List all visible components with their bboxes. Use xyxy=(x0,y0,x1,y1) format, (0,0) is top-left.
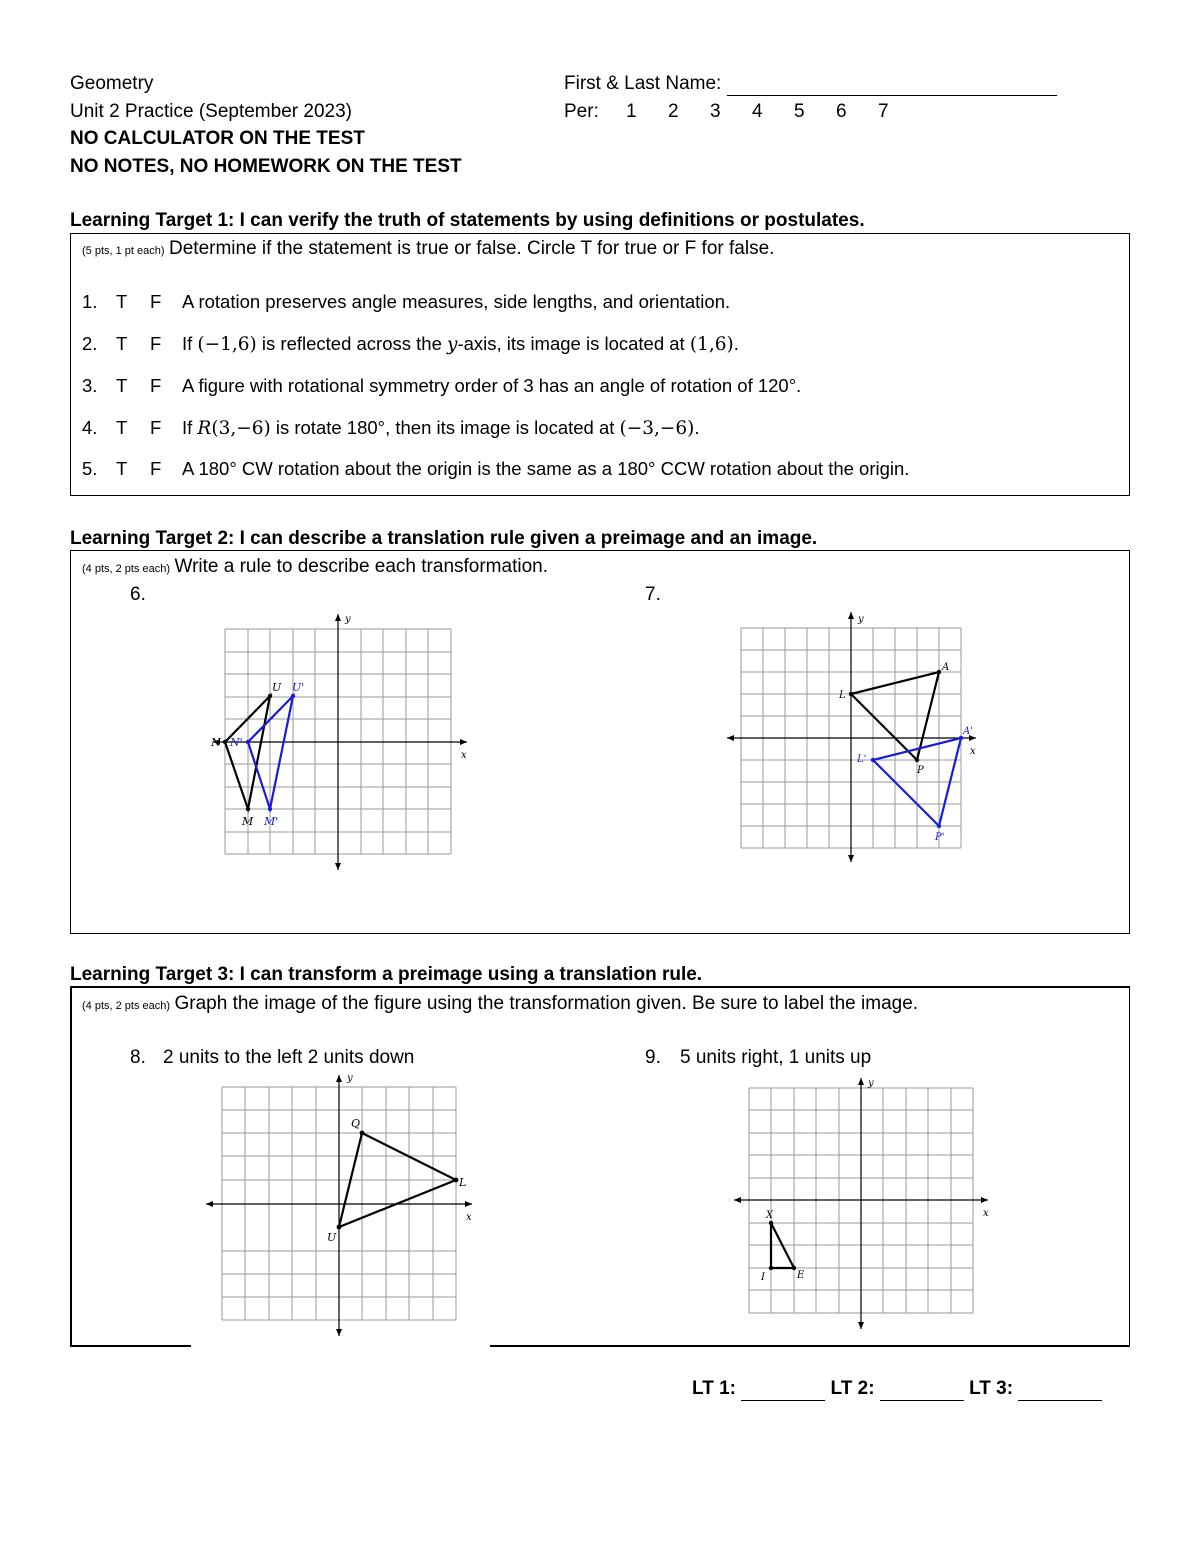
graph-6-y-label: y xyxy=(345,614,351,625)
period-option-2[interactable]: 2 xyxy=(668,101,679,122)
q1-true-option[interactable]: T xyxy=(116,291,128,312)
graph-7-x-label: x xyxy=(970,746,976,757)
period-option-5[interactable]: 5 xyxy=(794,101,805,122)
question-1: 1. T F A rotation preserves angle measures, side lengths, and orientation. xyxy=(82,291,731,312)
graph-7-label-A-prime: A' xyxy=(963,726,973,737)
question-7-number: 7. xyxy=(645,584,661,605)
lt1-score-label: LT 1: xyxy=(692,1378,736,1399)
lt1-box xyxy=(70,233,1130,496)
graph-9-label-E: E xyxy=(797,1270,805,1281)
graph-6-x-label: x xyxy=(461,750,467,761)
graph-6-label-M-prime: M' xyxy=(264,815,279,828)
lt1-instructions: (5 pts, 1 pt each) Determine if the statement is true or false. Circle T for true or F for false. xyxy=(82,238,775,259)
graph-9[interactable] xyxy=(730,1075,995,1335)
graph-8[interactable] xyxy=(200,1070,480,1340)
question-5: 5. T F A 180° CW rotation about the origin is the same as a 180° CCW rotation about the origin. xyxy=(82,458,910,479)
rule-no-notes: NO NOTES, NO HOMEWORK ON THE TEST xyxy=(70,156,462,177)
period-option-4[interactable]: 4 xyxy=(752,101,763,122)
period-option-7[interactable]: 7 xyxy=(878,101,889,122)
name-label: First & Last Name: xyxy=(564,73,722,94)
graph-9-label-X: X xyxy=(766,1210,774,1221)
lt3-box-right xyxy=(1129,986,1131,1346)
graph-9-x-label: x xyxy=(983,1208,989,1219)
score-summary xyxy=(692,1378,1102,1401)
lt1-points: (5 pts, 1 pt each) xyxy=(82,245,165,257)
q4-false-option[interactable]: F xyxy=(150,417,162,438)
graph-6-label-N: N xyxy=(211,736,221,749)
graph-7-y-label: y xyxy=(858,614,864,625)
q5-false-option[interactable]: F xyxy=(150,458,162,479)
graph-7-label-P-prime: P' xyxy=(935,832,945,843)
lt3-box-bottom-right xyxy=(490,1345,1130,1347)
name-field[interactable] xyxy=(564,73,1057,96)
graph-6-label-U-prime: U' xyxy=(292,681,305,694)
graph-9-y-label: y xyxy=(868,1078,874,1089)
graph-7-label-P: P xyxy=(917,765,924,776)
graph-8-label-U: U xyxy=(327,1231,337,1244)
graph-8-label-Q: Q xyxy=(351,1117,361,1130)
q3-false-option[interactable]: F xyxy=(150,375,162,396)
question-4: 4. T F If R(3,−6) is rotate 180°, then its image is located at (−3,−6). xyxy=(82,417,700,439)
lt3-box-bottom-left xyxy=(70,1345,191,1347)
unit-title: Unit 2 Practice (September 2023) xyxy=(70,101,352,122)
q4-true-option[interactable]: T xyxy=(116,417,128,438)
graph-7 xyxy=(720,608,990,868)
question-6-number: 6. xyxy=(130,584,146,605)
lt3-score-label: LT 3: xyxy=(969,1378,1014,1399)
graph-6-label-U: U xyxy=(272,681,282,694)
period-option-3[interactable]: 3 xyxy=(710,101,721,122)
lt1-title: Learning Target 1: I can verify the truth of statements by using definitions or postulates. xyxy=(70,210,865,231)
lt3-box-top xyxy=(70,986,1130,988)
name-blank[interactable] xyxy=(727,73,1057,96)
graph-7-label-A: A xyxy=(942,662,950,673)
lt3-title: Learning Target 3: I can transform a preimage using a translation rule. xyxy=(70,964,703,985)
period-option-6[interactable]: 6 xyxy=(836,101,847,122)
lt2-instructions: (4 pts, 2 pts each) Write a rule to describe each transformation. xyxy=(82,556,548,577)
question-9: 9. 5 units right, 1 units up xyxy=(645,1047,872,1068)
question-8: 8. 2 units to the left 2 units down xyxy=(130,1047,415,1068)
graph-7-label-L-prime: L' xyxy=(857,754,867,765)
graph-8-label-L: L xyxy=(459,1176,467,1189)
rule-no-calculator: NO CALCULATOR ON THE TEST xyxy=(70,128,365,149)
question-3: 3. T F A figure with rotational symmetry order of 3 has an angle of rotation of 120°. xyxy=(82,375,802,396)
graph-7-label-L: L xyxy=(839,690,846,701)
lt2-points: (4 pts, 2 pts each) xyxy=(82,563,171,575)
period-selector xyxy=(564,101,920,123)
course-name: Geometry xyxy=(70,73,154,94)
graph-8-y-label: y xyxy=(347,1073,353,1084)
graph-9-label-I: I xyxy=(761,1272,765,1283)
q2-false-option[interactable]: F xyxy=(150,333,162,354)
q1-false-option[interactable]: F xyxy=(150,291,162,312)
q5-true-option[interactable]: T xyxy=(116,458,128,479)
lt2-score-blank[interactable] xyxy=(880,1378,964,1401)
lt3-points: (4 pts, 2 pts each) xyxy=(82,1000,171,1012)
lt3-score-blank[interactable] xyxy=(1018,1378,1102,1401)
graph-6 xyxy=(205,610,475,875)
q2-true-option[interactable]: T xyxy=(116,333,128,354)
period-option-1[interactable]: 1 xyxy=(626,101,637,122)
question-2: 2. T F If (−1,6) is reflected across the y-axis, its image is located at (1,6). xyxy=(82,333,739,355)
period-label: Per: xyxy=(564,101,599,122)
q3-true-option[interactable]: T xyxy=(116,375,128,396)
lt2-score-label: LT 2: xyxy=(830,1378,875,1399)
lt3-box-left xyxy=(70,986,72,1346)
lt1-score-blank[interactable] xyxy=(741,1378,825,1401)
graph-6-label-N-prime: N' xyxy=(230,736,243,749)
lt2-title: Learning Target 2: I can describe a translation rule given a preimage and an image. xyxy=(70,528,818,549)
graph-6-label-M: M xyxy=(242,815,254,828)
lt3-instructions: (4 pts, 2 pts each) Graph the image of the figure using the transformation given. Be sure to label the image. xyxy=(82,993,919,1014)
graph-9-axes xyxy=(734,1078,988,1329)
graph-8-x-label: x xyxy=(466,1212,472,1223)
